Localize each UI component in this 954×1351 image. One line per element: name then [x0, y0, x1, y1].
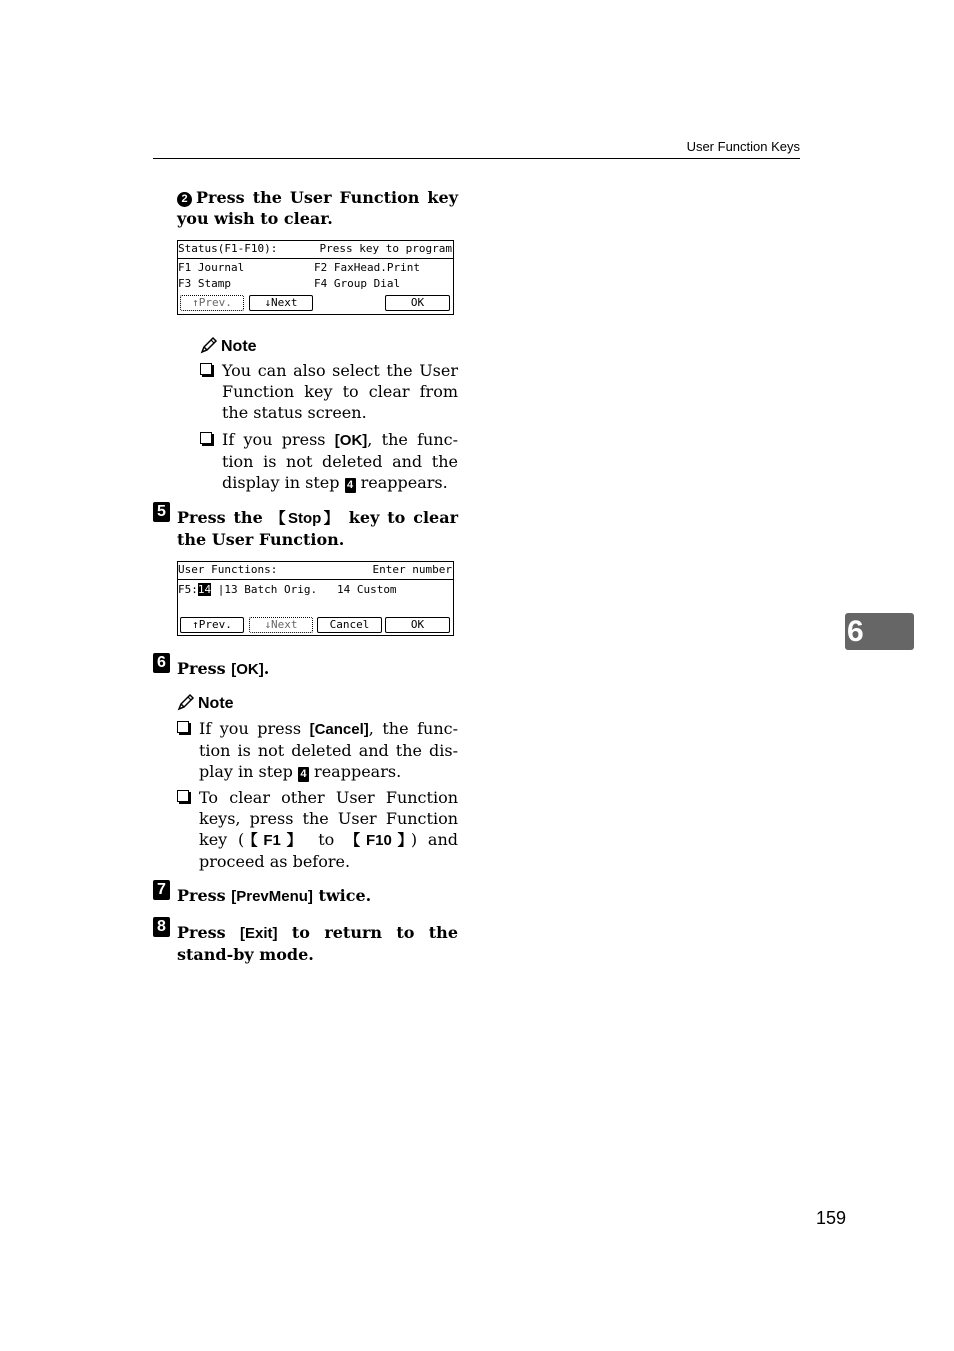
lcd-title-left: Status(F1-F10):: [178, 242, 278, 255]
bullet-text: To clear other User Function keys, press the User Function key (: [199, 788, 458, 849]
step-text: .: [263, 659, 270, 678]
checkbox-bullet-icon: [177, 790, 189, 802]
lcd-cancel-button[interactable]: Cancel: [317, 617, 382, 633]
lcd-line-2-right: F4 Group Dial: [314, 277, 401, 290]
note-heading-text: Note: [221, 338, 257, 355]
note-heading-2: [177, 693, 234, 713]
header-rule: [153, 158, 800, 159]
note1-bullet-2: [200, 429, 458, 493]
pencil-note-icon: [200, 336, 218, 354]
bullet-text: You can also select the User Function key to clear from the status screen.: [222, 361, 458, 422]
cancel-key-label: [Cancel]: [309, 721, 369, 738]
step-number: 5: [153, 502, 170, 522]
lcd-next-button[interactable]: ↓Next: [249, 295, 313, 311]
step-text: Press the: [177, 508, 271, 527]
note2-bullet-2: [177, 787, 458, 872]
substep-text: Press the User Function key you wish to clear.: [177, 188, 458, 228]
step-5: [153, 502, 458, 550]
step-7: [153, 880, 458, 907]
ok-key-label: [OK]: [231, 661, 264, 678]
checkbox-bullet-icon: [177, 721, 189, 733]
bullet-text: to: [307, 830, 346, 849]
step-text: to return to the stand-by mode.: [177, 923, 458, 964]
step-text: Press: [177, 923, 241, 942]
lcd-line-1: [178, 583, 397, 596]
note-heading-1: [200, 336, 257, 356]
bullet-text: ) and proceed as before.: [199, 830, 459, 871]
step-text: Press: [177, 659, 232, 678]
bullet-text: reappears.: [308, 762, 402, 781]
ok-key-label: [OK]: [334, 432, 368, 449]
page-number: 159: [815, 1208, 846, 1228]
lcd-divider: [178, 579, 453, 580]
lcd-line-1-left: F1 Journal: [178, 261, 245, 274]
step-ref-badge: 4: [298, 767, 309, 782]
step-ref-badge: 4: [345, 478, 356, 493]
lcd-ok-button[interactable]: OK: [385, 295, 450, 311]
substep-number: 2: [177, 192, 192, 207]
prevmenu-key-label: [PrevMenu]: [231, 888, 313, 905]
step-text: key to clear the User Function.: [177, 508, 459, 549]
lcd-prefix: F5:: [178, 583, 198, 596]
step-6: [153, 653, 458, 680]
lcd-screen-status: [177, 240, 454, 315]
running-header: User Function Keys: [686, 139, 800, 154]
lcd-divider: [178, 258, 453, 259]
step-8: [153, 917, 458, 965]
chapter-tab: [845, 613, 914, 650]
bullet-text: reappears.: [355, 473, 448, 492]
lcd-options: |13 Batch Orig. 14 Custom: [217, 583, 397, 596]
bullet-text: , the func-tion is not deleted and the dis-play in step: [199, 719, 458, 781]
lcd-title-right: Press key to program: [319, 242, 452, 255]
checkbox-bullet-icon: [200, 363, 212, 375]
step-number: 7: [153, 880, 170, 900]
note1-bullet-1: [200, 360, 458, 423]
f1-key-label: 【F1】: [244, 832, 308, 849]
lcd-ok-button[interactable]: OK: [385, 617, 450, 633]
step-number: 8: [153, 917, 170, 937]
bullet-text: , the func-tion is not deleted and the display in step: [222, 430, 459, 492]
lcd-line-2-left: F3 Stamp: [178, 277, 231, 290]
lcd-prev-button[interactable]: ↑Prev.: [180, 617, 244, 633]
lcd-input-cursor[interactable]: 14: [197, 583, 212, 596]
lcd-screen-user-functions: [177, 561, 454, 636]
lcd-line-1-right: F2 FaxHead.Print: [314, 261, 420, 274]
step-text: twice.: [312, 886, 372, 905]
stop-key-label: 【Stop】: [270, 510, 341, 527]
step-text: Press: [177, 886, 232, 905]
note-heading-text: Note: [198, 695, 234, 712]
lcd-prev-button[interactable]: ↑Prev.: [180, 295, 244, 311]
bullet-text: If you press: [199, 719, 310, 738]
lcd-title-left: User Functions:: [178, 563, 278, 576]
lcd-title-right: Enter number: [372, 563, 452, 576]
note2-bullet-1: [177, 718, 458, 782]
substep-2: [177, 187, 458, 229]
checkbox-bullet-icon: [200, 432, 212, 444]
step-number: 6: [153, 653, 170, 673]
bullet-text: If you press: [222, 430, 335, 449]
pencil-note-icon: [177, 693, 195, 711]
lcd-next-button[interactable]: ↓Next: [249, 617, 313, 633]
chapter-number: 6: [847, 615, 864, 648]
f10-key-label: 【F10】: [345, 832, 411, 849]
exit-key-label: [Exit]: [240, 925, 278, 942]
